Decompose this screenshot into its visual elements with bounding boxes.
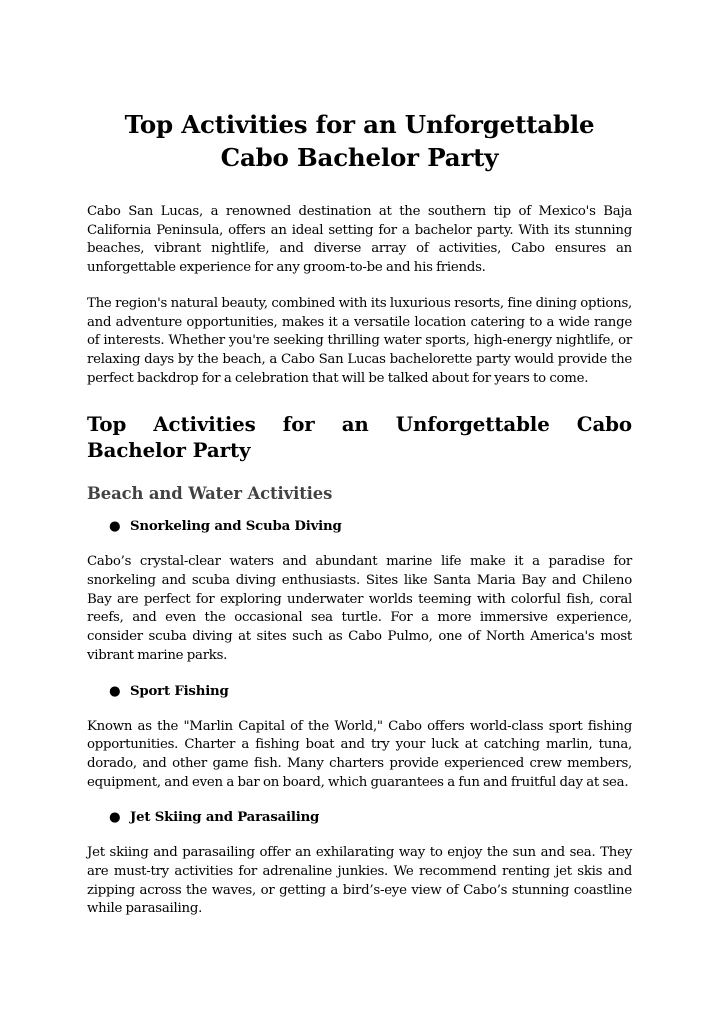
intro-paragraph-1: Cabo San Lucas, a renowned destination at the southern tip of Mexico's Baja California Peninsula, offers an ideal setting for a bachelor party. With its stunning beaches, vibrant nightlife, and diverse array of activities, Cabo ensures an unforgettable experience for any groom-to-be and his friends. [87,204,632,276]
bullet-label: Snorkeling and Scuba Diving [130,519,342,535]
bullet-label: Sport Fishing [130,683,229,699]
bullet-icon: ● [109,519,121,535]
bullet-icon: ● [109,683,121,699]
section-subheading: Beach and Water Activities [87,484,333,504]
bullet-paragraph-snorkeling: Cabo’s crystal-clear waters and abundant marine life make it a paradise for snorkeling and scuba diving enthusiasts. Sites like Santa Maria Bay and Chileno Bay are perfect for exploring underwater worlds teeming with colorful fish, coral reefs, and even the occasional sea turtle. For a more immersive experience, consider scuba diving at sites such as Cabo Pulmo, one of North America's most vibrant marine parks. [87,554,632,663]
document-page [87,108,632,919]
intro-paragraph-2: The region's natural beauty, combined with its luxurious resorts, fine dining options, and adventure opportunities, makes it a versatile location catering to a wide range of interests. Whether you're seeking thrilling water sports, high-energy nightlife, or relaxing days by the beach, a Cabo San Lucas bachelorette party would provide the perfect backdrop for a celebration that will be talked about for years to come. [87,295,632,386]
section-heading: Top Activities for an Unforgettable Cabo Bachelor Party [87,412,632,463]
page-title: Top Activities for an Unforgettable Cabo Bachelor Party [124,110,595,172]
bullet-item-sport-fishing [87,683,632,701]
bullet-item-jet-skiing [87,809,632,827]
bullet-paragraph-sport-fishing: Known as the "Marlin Capital of the World," Cabo offers world-class sport fishing opportunities. Charter a fishing boat and try your luck at catching marlin, tuna, dorado, and other game fish. Many charters provide experienced crew members, equipment, and even a bar on board, which guarantees a fun and fruitful day at sea. [87,718,632,790]
bullet-icon: ● [109,810,121,826]
bullet-paragraph-jet-skiing: Jet skiing and parasailing offer an exhilarating way to enjoy the sun and sea. They are must-try activities for adrenaline junkies. We recommend renting jet skis and zipping across the waves, or getting a bird’s-eye view of Cabo’s stunning coastline while parasailing. [87,845,632,917]
bullet-item-snorkeling [87,518,632,536]
bullet-label: Jet Skiing and Parasailing [130,810,320,826]
